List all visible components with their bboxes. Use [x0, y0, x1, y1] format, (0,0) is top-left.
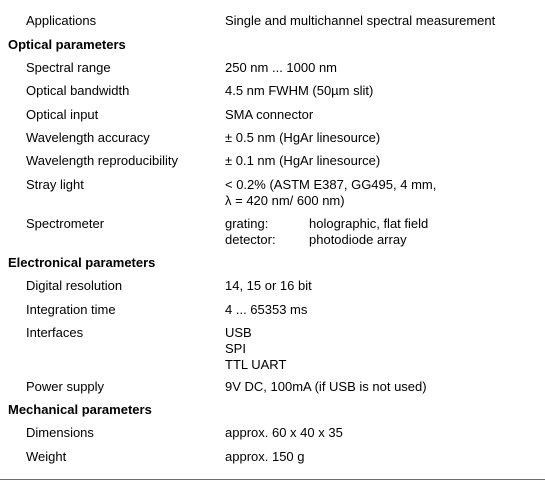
label-spectral-range: Spectral range	[26, 60, 111, 75]
value-applications: Single and multichannel spectral measurement	[225, 13, 496, 28]
value-interfaces	[225, 325, 286, 373]
value-digital-resolution: 14, 15 or 16 bit	[225, 278, 312, 293]
label-weight: Weight	[26, 449, 67, 464]
value-wavelength-reproducibility: ± 0.1 nm (HgAr linesource)	[225, 153, 381, 168]
stray-light-line: λ = 420 nm/ 600 nm)	[225, 193, 345, 208]
label-dimensions: Dimensions	[26, 425, 94, 440]
section-heading-electronical: Electronical parameters	[8, 255, 156, 270]
bottom-separator	[0, 479, 545, 480]
value-weight: approx. 150 g	[225, 449, 305, 464]
value-spectral-range: 250 nm ... 1000 nm	[225, 60, 338, 75]
label-stray-light: Stray light	[26, 177, 84, 192]
interface-item: TTL UART	[225, 357, 287, 372]
label-optical-input: Optical input	[26, 107, 99, 122]
section-heading-mechanical: Mechanical parameters	[8, 402, 152, 417]
label-interfaces: Interfaces	[26, 325, 84, 340]
value-optical-input: SMA connector	[225, 107, 314, 122]
spectrometer-val: holographic, flat field	[309, 216, 429, 231]
spectrometer-val: photodiode array	[309, 232, 407, 247]
value-spectrometer	[225, 216, 428, 248]
spectrometer-key: detector:	[225, 232, 276, 247]
value-optical-bandwidth: 4.5 nm FWHM (50µm slit)	[225, 83, 374, 98]
interface-item: USB	[225, 325, 252, 340]
label-optical-bandwidth: Optical bandwidth	[26, 83, 130, 98]
label-power-supply: Power supply	[26, 379, 105, 394]
value-wavelength-accuracy: ± 0.5 nm (HgAr linesource)	[225, 130, 381, 145]
stray-light-line: < 0.2% (ASTM E387, GG495, 4 mm,	[225, 177, 437, 192]
value-stray-light	[225, 177, 436, 209]
spectrometer-pair-grating	[225, 216, 428, 232]
label-spectrometer: Spectrometer	[26, 216, 105, 231]
spectrometer-key: grating:	[225, 216, 269, 231]
value-power-supply: 9V DC, 100mA (if USB is not used)	[225, 379, 427, 394]
label-integration-time: Integration time	[26, 302, 116, 317]
label-digital-resolution: Digital resolution	[26, 278, 123, 293]
value-dimensions: approx. 60 x 40 x 35	[225, 425, 343, 440]
label-applications: Applications	[26, 13, 97, 28]
section-heading-optical: Optical parameters	[8, 37, 126, 52]
value-integration-time: 4 ... 65353 ms	[225, 302, 308, 317]
spectrometer-pair-detector	[225, 232, 428, 248]
label-wavelength-reproducibility: Wavelength reproducibility	[26, 153, 178, 168]
label-wavelength-accuracy: Wavelength accuracy	[26, 130, 150, 145]
interface-item: SPI	[225, 341, 246, 356]
